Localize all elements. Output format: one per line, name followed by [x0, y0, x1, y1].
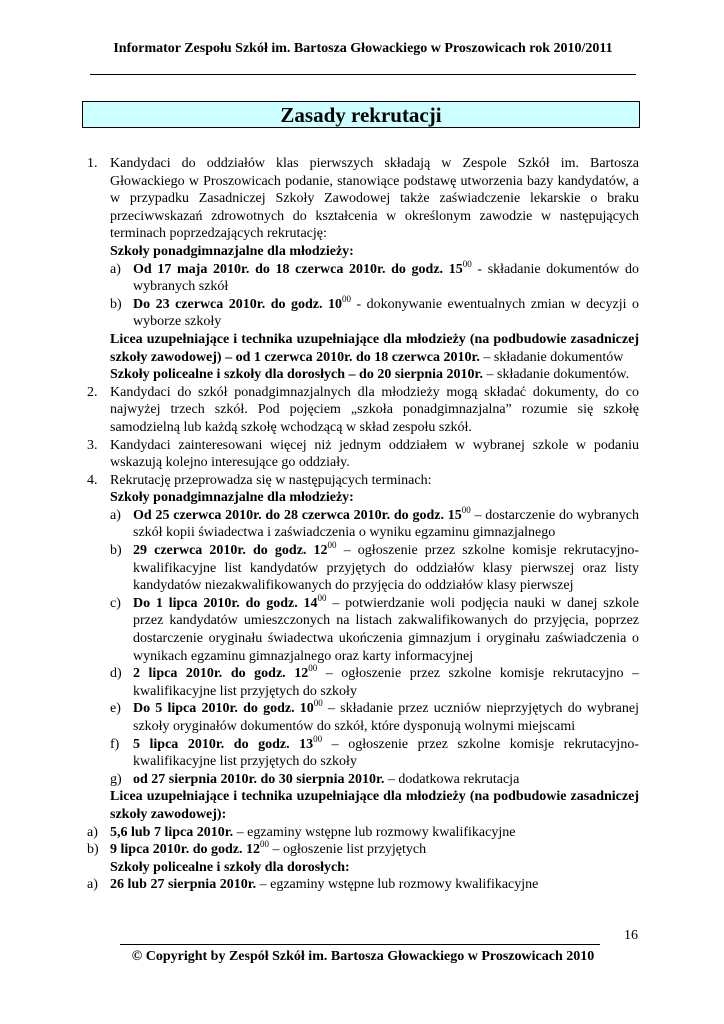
sub-item-date: Do 5 lipca 2010r. do godz. 10 [133, 701, 314, 717]
sub-item [110, 733, 639, 771]
sub-item-text: – ogłoszenie przez szkolne komisje rekrutacyjno – kwalifikacyjne list przyjętych do szkoły [133, 666, 640, 699]
header-rule [90, 74, 636, 75]
item-number: 3. [87, 437, 98, 453]
footer-rule [120, 944, 600, 945]
paragraph-bold: Licea uzupełniające i technika uzupełniające dla młodzieży (na podbudowie zasadniczej szkoły zawodowej) – od 1 czerwca 2010r. do 18 czerwca 2010r. [110, 331, 639, 365]
sub-item [110, 504, 639, 542]
sub-item-letter: g) [110, 771, 122, 787]
sub-item-text: - dokonywanie ewentualnych zmian w decyzji o wyborze szkoły [133, 296, 639, 330]
sub-item-date: od 27 sierpnia 2010r. do 30 sierpnia 2010r. [133, 771, 385, 787]
item-4-intro: Rekrutację przeprowadza się w następujących terminach: [110, 472, 432, 488]
sub-item-date: 5 lipca 2010r. do godz. 13 [133, 736, 314, 752]
sub-item-letter: a) [87, 877, 98, 893]
group-heading: Szkoły policealne i szkoły dla dorosłych: [110, 859, 350, 875]
group-heading: Szkoły ponadgimnazjalne dla młodzieży: [110, 243, 354, 259]
sub-item-sup: 00 [260, 839, 269, 850]
list-item-1 [87, 155, 639, 384]
sub-item-text: – ogłoszenie przez szkolne komisje rekrutacyjno-kwalifikacyjne list przyjętych do szkoły [133, 736, 639, 770]
item-number: 2. [87, 384, 98, 400]
sub-item-date: 5,6 lub 7 lipca 2010r. [110, 824, 234, 840]
sub-item-text: - składanie dokumentów do wybranych szkół [133, 261, 639, 295]
sub-item [110, 700, 639, 735]
sub-item-date: 29 czerwca 2010r. do godz. 12 [133, 543, 328, 559]
item-number: 1. [87, 156, 98, 171]
sub-item-text: – dostarczenie do wybranych szkół kopii świadectwa i zaświadczenia o wyniku egzaminu gimnazjalnego [133, 507, 639, 541]
sub-item-sup: 00 [462, 258, 472, 269]
header-title: Informator Zespołu Szkół im. Bartosza Głowackiego w Proszowicach rok 2010/2011 [113, 41, 613, 56]
sub-item-text: – ogłoszenie przez szkolne komisje rekrutacyjno-kwalifikacyjne list kandydatów przyjętych do oddziałów klasy pierwszej oraz listy kandydatów niezakwalifikowanych do przyjęcia do oddziałów klasy pierwszej [133, 543, 639, 594]
list-item-2 [87, 384, 639, 437]
section-title-box [82, 101, 640, 128]
sub-item-sup: 00 [308, 663, 318, 674]
sub-item-letter: d) [110, 666, 122, 682]
sub-item-date: Od 17 maja 2010r. do 18 czerwca 2010r. do godz. 15 [133, 261, 463, 277]
sub-item-sup: 00 [317, 592, 327, 603]
sub-item [87, 876, 639, 894]
sub-item-letter: b) [110, 296, 122, 312]
sub-item-text: – ogłoszenie list przyjętych [269, 842, 427, 858]
paragraph-text: – składanie dokumentów. [483, 367, 630, 383]
sub-item-text: – egzaminy wstępne lub rozmowy kwalifikacyjne [233, 824, 516, 840]
item-1-intro: Kandydaci do oddziałów klas pierwszych składają w Zespole Szkół im. Bartosza Głowackiego w Proszowicach podanie, stanowiące podstawę utworzenia bazy kandydatów, a w przypadku Zasadniczej Szkoły Zawodowej także zaświadczenie lekarskie o braku przeciwwskazań zdrowotnych do kształcenia w określonym zawodzie w następujących terminach poprzedzających rekrutację: [110, 156, 639, 242]
paragraph [110, 331, 639, 366]
item-text: Kandydaci zainteresowani więcej niż jednym oddziałem w wybranej szkole w podaniu wskazują kolejno interesujące go oddziały. [110, 437, 639, 471]
paragraph-text: – składanie dokumentów [479, 349, 624, 365]
sub-item-sup: 00 [341, 293, 351, 304]
sub-item-letter: a) [110, 507, 121, 523]
sub-item-text: – egzaminy wstępne lub rozmowy kwalifikacyjne [256, 877, 539, 893]
sub-item [110, 592, 639, 665]
sub-item [110, 665, 639, 700]
item-number: 4. [87, 472, 98, 488]
sub-item-letter: a) [87, 824, 98, 840]
list-item-3 [87, 437, 639, 472]
group-heading: Szkoły ponadgimnazjalne dla młodzieży: [110, 490, 354, 506]
list-item-4 [87, 472, 639, 824]
page-footer [90, 948, 636, 965]
sub-item-letter: b) [87, 842, 99, 858]
sub-item-letter: f) [110, 736, 120, 752]
sub-item-sup: 00 [313, 733, 323, 744]
sub-item-date: Do 23 czerwca 2010r. do godz. 10 [133, 296, 342, 312]
item-text: Kandydaci do szkół ponadgimnazjalnych dla młodzieży mogą składać dokumenty, do co najwyżej trzech szkół. Pod pojęciem „szkoła ponadgimnazjalna” rozumie się szkołę samodzielną lub każdą szkołę wchodzącą w skład zespołu szkół. [110, 384, 639, 435]
sub-item-text: – składanie przez uczniów nieprzyjętych do wybranej szkoły oryginałów dokumentów do szkół, które dysponują wolnymi miejscami [133, 701, 639, 734]
footer-copyright: © Copyright by Zespół Szkół im. Bartosza Głowackiego w Proszowicach 2010 [131, 949, 595, 964]
sub-item-text: – dodatkowa rekrutacja [384, 771, 520, 787]
sub-item-date: Do 1 lipca 2010r. do godz. 14 [133, 595, 318, 611]
paragraph-bold: Szkoły policealne i szkoły dla dorosłych – do 20 sierpnia 2010r. [110, 367, 483, 383]
sub-item-date: 26 lub 27 sierpnia 2010r. [110, 877, 257, 893]
sub-item-date: 2 lipca 2010r. do godz. 12 [133, 666, 309, 682]
page-header [90, 40, 636, 57]
sub-item-sup: 00 [461, 504, 471, 515]
section-title: Zasady rekrutacji [280, 103, 442, 127]
document-body [87, 155, 639, 894]
sub-item [87, 824, 639, 842]
sub-item-letter: e) [110, 701, 121, 717]
sub-item [110, 293, 639, 331]
sub-item [110, 771, 639, 789]
sub-item-text: – potwierdzanie woli podjęcia nauki w danej szkole przez kandydatów umieszczonych na listach zakwalifikowanych do przyjęcia, poprzez dostarczenie oryginału świadectwa ukończenia gimnazjum i oryginału zaświadczenia o wynikach egzaminu gimnazjalnego oraz karty informacyjnej [133, 595, 639, 664]
sub-item-letter: c) [110, 595, 121, 611]
paragraph [110, 366, 639, 384]
sub-item [87, 841, 639, 859]
sub-item-letter: a) [110, 261, 121, 277]
page-number: 16 [624, 928, 638, 943]
sub-item [110, 542, 639, 595]
sub-item-date: 9 lipca 2010r. do godz. 12 [110, 842, 260, 858]
sub-item-date: Od 25 czerwca 2010r. do 28 czerwca 2010r. do godz. 15 [133, 507, 462, 523]
sub-item-sup: 00 [313, 698, 323, 709]
sub-item-letter: b) [110, 543, 122, 559]
group-heading: Licea uzupełniające i technika uzupełniające dla młodzieży (na podbudowie zasadniczej szkoły zawodowej): [110, 789, 639, 822]
sub-item-sup: 00 [327, 540, 337, 551]
sub-item [110, 258, 639, 296]
